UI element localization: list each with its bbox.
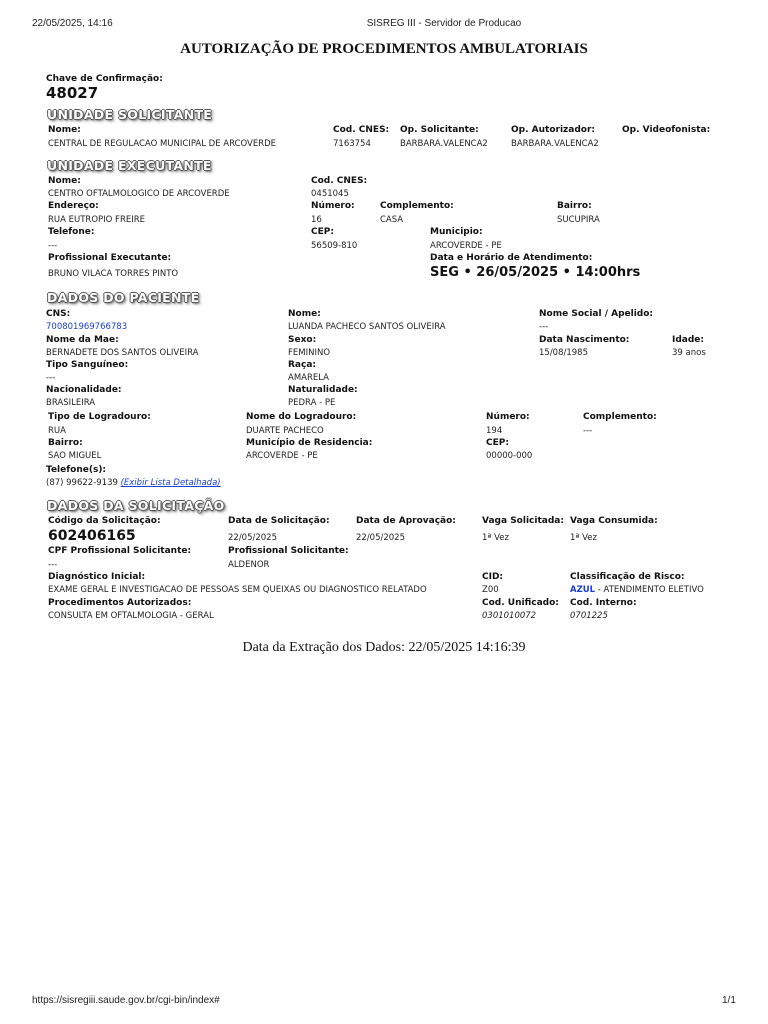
ue-numero-label: Número: <box>311 201 355 211</box>
us-op-autorizador-label: Op. Autorizador: <box>511 125 596 135</box>
sol-risco-row <box>570 585 704 595</box>
ue-telefone-label: Telefone: <box>48 227 95 237</box>
sol-vaga-consumida-value: 1ª Vez <box>570 533 597 543</box>
pac-cns-label: CNS: <box>46 309 71 319</box>
sol-cpf-value: --- <box>48 560 58 570</box>
sol-data-aprovacao-label: Data de Aprovação: <box>356 516 456 526</box>
sol-data-solicitacao-value: 22/05/2025 <box>228 533 277 543</box>
pac-numero-value: 194 <box>486 426 503 436</box>
ue-telefone-value: --- <box>48 241 58 251</box>
sol-cod-unificado-value: 0301010072 <box>482 611 537 621</box>
pac-sangue-value: --- <box>46 373 56 383</box>
sol-cod-interno-label: Cod. Interno: <box>570 598 637 608</box>
exibir-lista-detalhada-link[interactable]: (Exibir Lista Detalhada) <box>120 478 221 488</box>
pac-nacionalidade-label: Nacionalidade: <box>46 385 122 395</box>
sol-diagnostico-value: EXAME GERAL E INVESTIGACAO DE PESSOAS SEM QUEIXAS OU DIAGNOSTICO RELATADO <box>48 585 427 595</box>
sol-vaga-consumida-label: Vaga Consumida: <box>570 516 658 526</box>
ue-municipio-value: ARCOVERDE - PE <box>430 241 502 251</box>
sol-cod-interno-value: 0701225 <box>570 611 608 621</box>
pac-nascimento-value: 15/08/1985 <box>539 348 588 358</box>
ue-cnes-value: 0451045 <box>311 189 349 199</box>
print-page-title: SISREG III - Servidor de Producao <box>366 18 522 29</box>
pac-idade-value: 39 anos <box>672 348 706 358</box>
ue-profissional-label: Profissional Executante: <box>48 253 172 263</box>
pac-cep-label: CEP: <box>486 438 509 448</box>
solicitacao-heading: DADOS DA SOLICITAÇÃO <box>47 498 225 513</box>
print-url: https://sisregiii.saude.gov.br/cgi-bin/index# <box>32 995 220 1006</box>
sol-cod-unificado-label: Cod. Unificado: <box>482 598 559 608</box>
ue-cnes-label: Cod. CNES: <box>311 176 368 186</box>
pac-logradouro-nome-label: Nome do Logradouro: <box>246 412 357 422</box>
sol-vaga-solicitada-label: Vaga Solicitada: <box>482 516 564 526</box>
pac-nome-social-label: Nome Social / Apelido: <box>539 309 654 319</box>
pac-sexo-label: Sexo: <box>288 335 317 345</box>
pac-sexo-value: FEMININO <box>288 348 331 358</box>
pac-complemento-label: Complemento: <box>583 412 657 422</box>
data-extracao: Data da Extração dos Dados: 22/05/2025 14:16:39 <box>242 640 526 655</box>
unidade-executante-heading: UNIDADE EXECUTANTE <box>47 158 212 173</box>
chave-value: 48027 <box>46 84 99 102</box>
pac-cns-value: 700801969766783 <box>46 322 128 332</box>
pac-mae-label: Nome da Mae: <box>46 335 119 345</box>
sol-procedimentos-value: CONSULTA EM OFTALMOLOGIA - GERAL <box>48 611 214 621</box>
sol-codigo-value: 602406165 <box>48 528 136 544</box>
ue-nome-value: CENTRO OFTALMOLOGICO DE ARCOVERDE <box>48 189 230 199</box>
pac-telefones-value: (87) 99622-9139 <box>46 478 118 488</box>
sol-cid-label: CID: <box>482 572 504 582</box>
print-datetime: 22/05/2025, 14:16 <box>32 18 113 29</box>
sol-risco-value: - ATENDIMENTO ELETIVO <box>595 585 704 595</box>
ue-cep-label: CEP: <box>311 227 334 237</box>
ue-cep-value: 56509-810 <box>311 241 358 251</box>
pac-nome-value: LUANDA PACHECO SANTOS OLIVEIRA <box>288 322 446 332</box>
pac-cep-value: 00000-000 <box>486 451 533 461</box>
pac-naturalidade-value: PEDRA - PE <box>288 398 336 408</box>
sol-codigo-label: Código da Solicitação: <box>48 516 161 526</box>
chave-label: Chave de Confirmação: <box>46 74 163 84</box>
ue-complemento-label: Complemento: <box>380 201 454 211</box>
pac-logradouro-nome-value: DUARTE PACHECO <box>246 426 324 436</box>
ue-endereco-value: RUA EUTROPIO FREIRE <box>48 215 145 225</box>
us-op-videofonista-label: Op. Videofonista: <box>622 125 711 135</box>
sol-data-aprovacao-value: 22/05/2025 <box>356 533 405 543</box>
pac-raca-label: Raça: <box>288 360 317 370</box>
pac-municipio-label: Município de Residencia: <box>246 438 373 448</box>
document-title: AUTORIZAÇÃO DE PROCEDIMENTOS AMBULATORIAIS <box>180 41 588 57</box>
ue-endereco-label: Endereço: <box>48 201 99 211</box>
pac-numero-label: Número: <box>486 412 530 422</box>
pac-nascimento-label: Data Nascimento: <box>539 335 630 345</box>
ue-bairro-label: Bairro: <box>557 201 592 211</box>
pac-raca-value: AMARELA <box>288 373 329 383</box>
pac-nome-social-value: --- <box>539 322 549 332</box>
sol-diagnostico-label: Diagnóstico Inicial: <box>48 572 146 582</box>
sol-risco-color-word: AZUL <box>570 585 596 595</box>
ue-atendimento-value: SEG • 26/05/2025 • 14:00hrs <box>430 265 641 280</box>
pac-mae-value: BERNADETE DOS SANTOS OLIVEIRA <box>46 348 199 358</box>
sol-data-solicitacao-label: Data de Solicitação: <box>228 516 330 526</box>
pac-telefones-row <box>46 478 221 488</box>
ue-nome-label: Nome: <box>48 176 81 186</box>
sol-cid-value: Z00 <box>482 585 499 595</box>
sol-profissional-value: ALDENOR <box>228 560 270 570</box>
paciente-heading: DADOS DO PACIENTE <box>47 290 200 305</box>
us-cnes-value: 7163754 <box>333 139 371 149</box>
ue-complemento-value: CASA <box>380 215 404 225</box>
pac-telefones-label: Telefone(s): <box>46 465 107 475</box>
sol-profissional-label: Profissional Solicitante: <box>228 546 349 556</box>
ue-numero-value: 16 <box>311 215 322 225</box>
sol-risco-label: Classificação de Risco: <box>570 572 685 582</box>
pac-idade-label: Idade: <box>672 335 705 345</box>
us-nome-value: CENTRAL DE REGULACAO MUNICIPAL DE ARCOVERDE <box>48 139 277 149</box>
sol-cpf-label: CPF Profissional Solicitante: <box>48 546 192 556</box>
print-page-number: 1/1 <box>722 995 736 1006</box>
pac-bairro-label: Bairro: <box>48 438 83 448</box>
us-cnes-label: Cod. CNES: <box>333 125 390 135</box>
pac-nome-label: Nome: <box>288 309 321 319</box>
pac-sangue-label: Tipo Sanguíneo: <box>46 360 129 370</box>
pac-nacionalidade-value: BRASILEIRA <box>46 398 96 408</box>
ue-municipio-label: Municipio: <box>430 227 483 237</box>
pac-logradouro-tipo-value: RUA <box>48 426 66 436</box>
pac-complemento-value: --- <box>583 426 593 436</box>
us-op-solicitante-label: Op. Solicitante: <box>400 125 479 135</box>
unidade-solicitante-heading: UNIDADE SOLICITANTE <box>47 107 213 122</box>
us-op-solicitante-value: BARBARA.VALENCA2 <box>400 139 488 149</box>
sol-vaga-solicitada-value: 1ª Vez <box>482 533 509 543</box>
pac-municipio-value: ARCOVERDE - PE <box>246 451 318 461</box>
sol-procedimentos-label: Procedimentos Autorizados: <box>48 598 192 608</box>
pac-naturalidade-label: Naturalidade: <box>288 385 358 395</box>
ue-bairro-value: SUCUPIRA <box>557 215 600 225</box>
us-nome-label: Nome: <box>48 125 81 135</box>
us-op-autorizador-value: BARBARA.VALENCA2 <box>511 139 599 149</box>
pac-logradouro-tipo-label: Tipo de Logradouro: <box>48 412 151 422</box>
ue-atendimento-label: Data e Horário de Atendimento: <box>430 253 593 263</box>
ue-profissional-value: BRUNO VILACA TORRES PINTO <box>48 269 179 279</box>
pac-bairro-value: SAO MIGUEL <box>48 451 102 461</box>
